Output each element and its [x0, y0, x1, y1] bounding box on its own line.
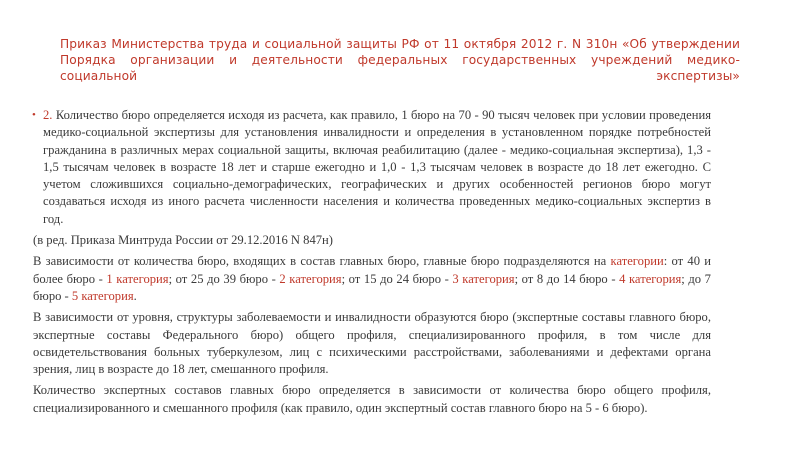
bullet-icon: •: [32, 109, 36, 121]
item-number: 2.: [43, 108, 53, 122]
category-3-link[interactable]: 3 категория: [452, 271, 515, 286]
categories-paragraph: [33, 253, 711, 305]
category-2-link[interactable]: 2 категория: [279, 271, 342, 286]
composition-paragraph: Количество экспертных составов главных бюро определяется в зависимости от количества бюро общего профиля, специализированного и смешанного профиля (как правило, один экспертный состав главного бюро на 5 - 6 бюро).: [33, 383, 711, 415]
categories-text-2: ; от 25 до 39 бюро -: [168, 271, 280, 286]
categories-text-5: ; до 7 бюро -: [33, 271, 711, 303]
categories-text-6: .: [133, 288, 137, 303]
category-1-link[interactable]: 1 категория: [106, 271, 169, 286]
category-5-link[interactable]: 5 категория: [71, 288, 134, 303]
categories-link[interactable]: категории: [610, 254, 664, 269]
slide-content: [33, 107, 711, 417]
categories-text-3: ; от 15 до 24 бюро -: [341, 271, 453, 286]
categories-text-4: ; от 8 до 14 бюро -: [514, 271, 620, 286]
list-item: [33, 107, 711, 228]
item-text: Количество бюро определяется исходя из расчета, как правило, 1 бюро на 70 - 90 тысяч человек при условии проведения медико-социальной экспертизы для установления инвалидности и определения в установленном порядке потребностей гражданина в различных мерах социальной защиты, включая реабилитацию (далее - медико-социальная экспертиза), 1,3 - 1,5 тысячам человек в возрасте 18 лет и старше ежегодно и 1,0 - 1,3 тысячам человек в возрасте до 18 лет ежегодно. С учетом сложившихся социально-демографических, географических и других особенностей регионов бюро могут создаваться исходя из иного расчета численности населения и количества проведенных медико-социальных экспертиз в год.: [43, 108, 711, 226]
category-4-link[interactable]: 4 категория: [619, 271, 682, 286]
categories-text-1: : от 40 и более бюро -: [33, 254, 711, 286]
structure-paragraph: В зависимости от уровня, структуры заболеваемости и инвалидности образуются бюро (экспертные составы главного бюро, экспертные составы Федерального бюро) общего профиля, специализированного профиля, в том числе для освидетельствования больных туберкулезом, лиц с психическими расстройствами, заболеваниями и дефектами органа зрения, лиц в возрасте до 18 лет, смешанного профиля.: [33, 310, 711, 377]
slide-title: Приказ Министерства труда и социальной защиты РФ от 11 октября 2012 г. N 310н «Об утверждении Порядка организации и деятельности федеральных государственных учреждений медико-социальной экспертизы»: [60, 37, 740, 83]
categories-intro: В зависимости от количества бюро, входящих в состав главных бюро, главные бюро подразделяются на: [33, 254, 611, 269]
edition-note: (в ред. Приказа Минтруда России от 29.12.2016 N 847н): [33, 233, 333, 248]
